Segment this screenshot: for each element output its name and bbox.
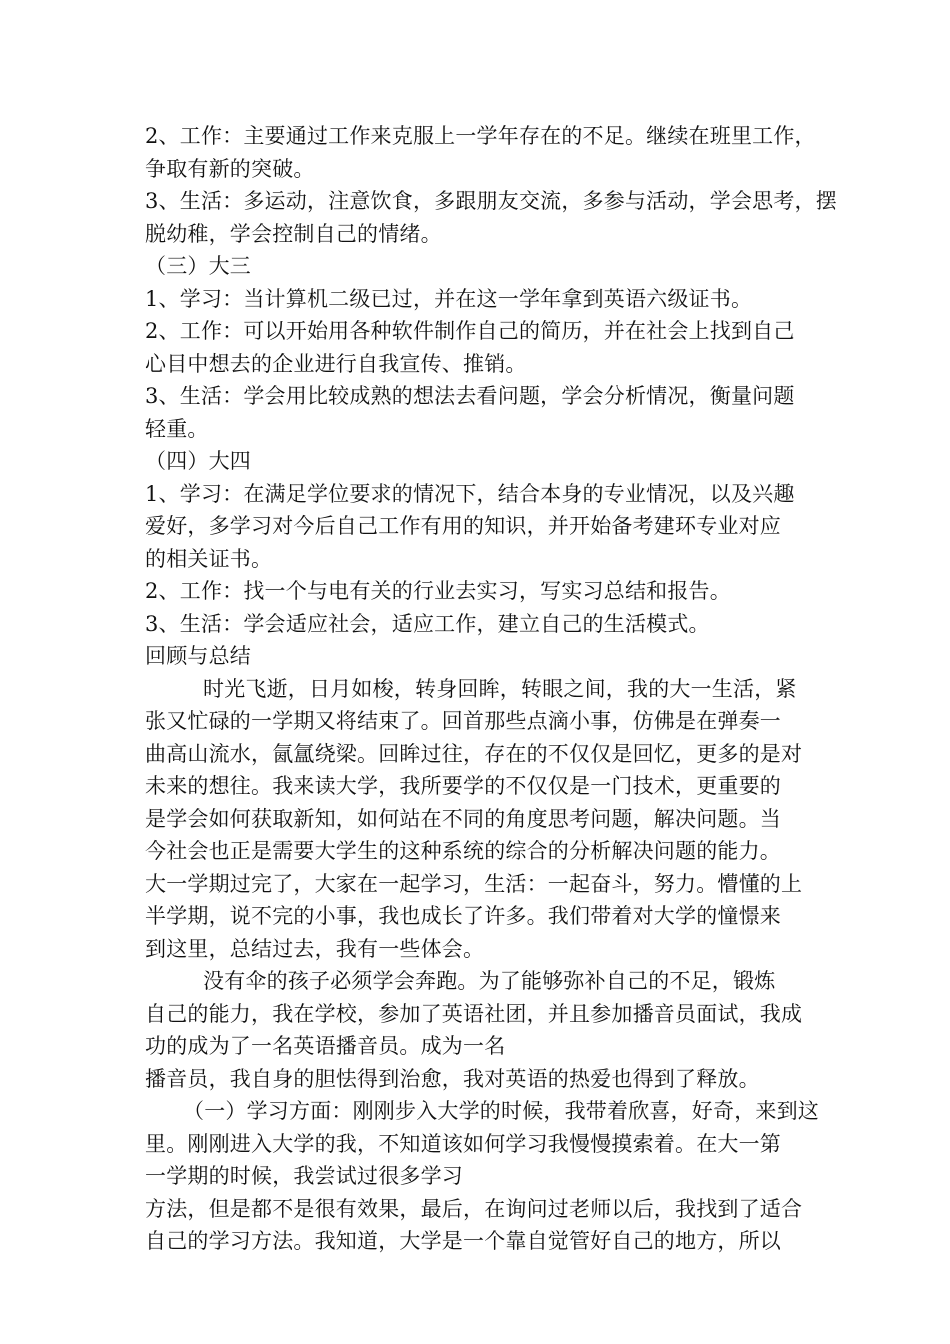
text-line: 未来的想往。我来读大学，我所要学的不仅仅是一门技术，更重要的 (145, 774, 781, 798)
text-line: 里。刚刚进入大学的我，不知道该如何学习我慢慢摸索着。在大一第 (145, 1131, 781, 1156)
text-line: 到这里，总结过去，我有一些体会。 (145, 936, 485, 961)
text-line: 播音员，我自身的胆怯得到治愈，我对英语的热爱也得到了释放。 (145, 1066, 760, 1091)
text-line: 曲高山流水，氤氲绕梁。回眸过往，存在的不仅仅是回忆，更多的是对 (145, 741, 803, 766)
text-line: 的相关证书。 (145, 546, 273, 571)
text-line: 轻重。 (145, 416, 209, 441)
text-line: 今社会也正是需要大学生的这种系统的综合的分析解决问题的能力。 (145, 839, 781, 863)
text-line: 半学期，说不完的小事，我也成长了许多。我们带着对大学的憧憬来 (145, 904, 781, 928)
text-line: 2、工作：找一个与电有关的行业去实习，写实习总结和报告。 (145, 579, 731, 603)
document-body (145, 120, 837, 1258)
text-line: 自己的能力，我在学校，参加了英语社团，并且参加播音员面试，我成 (145, 1001, 803, 1026)
text-line: 争取有新的突破。 (145, 156, 315, 181)
text-line: 3、生活：学会适应社会，适应工作，建立自己的生活模式。 (145, 611, 710, 636)
text-line: 爱好，多学习对今后自己工作有用的知识，并开始备考建环专业对应 (145, 514, 781, 538)
text-line: （一）学习方面：刚刚步入大学的时候，我带着欣喜，好奇，来到这 (183, 1099, 819, 1123)
section-heading: （三）大三 (145, 254, 251, 278)
text-line: 1、学习：当计算机二级已过，并在这一学年拿到英语六级证书。 (145, 286, 753, 311)
text-line: 一学期的时候，我尝试过很多学习 (145, 1164, 463, 1188)
section-heading: （四）大四 (145, 449, 251, 473)
text-line: 3、生活：多运动，注意饮食，多跟朋友交流，多参与活动，学会思考，摆 (145, 189, 837, 213)
text-line: 脱幼稚，学会控制自己的情绪。 (145, 221, 442, 246)
text-line: 方法，但是都不是很有效果，最后，在询问过老师以后，我找到了适合 (145, 1196, 803, 1221)
text-line: 是学会如何获取新知，如何站在不同的角度思考问题，解决问题。当 (145, 806, 781, 831)
section-heading: 回顾与总结 (145, 644, 251, 668)
text-line: 3、生活：学会用比较成熟的想法去看问题，学会分析情况，衡量问题 (145, 384, 795, 408)
text-line: 没有伞的孩子必须学会奔跑。为了能够弥补自己的不足，锻炼 (203, 969, 776, 993)
text-line: 自己的学习方法。我知道，大学是一个靠自觉管好自己的地方，所以 (145, 1229, 781, 1253)
text-line: 时光飞逝，日月如梭，转身回眸，转眼之间，我的大一生活，紧 (203, 676, 797, 701)
text-line: 心目中想去的企业进行自我宣传、推销。 (145, 351, 527, 376)
text-line: 2、工作：可以开始用各种软件制作自己的简历，并在社会上找到自己 (145, 319, 795, 343)
text-line: 张又忙碌的一学期又将结束了。回首那些点滴小事，仿佛是在弹奏一 (145, 709, 781, 733)
text-line: 大一学期过完了，大家在一起学习，生活：一起奋斗，努力。懵懂的上 (145, 871, 803, 896)
text-line: 2、工作：主要通过工作来克服上一学年存在的不足。继续在班里工作， (145, 124, 816, 148)
text-line: 1、学习：在满足学位要求的情况下，结合本身的专业情况，以及兴趣 (145, 481, 795, 506)
text-line: 功的成为了一名英语播音员。成为一名 (145, 1034, 506, 1058)
